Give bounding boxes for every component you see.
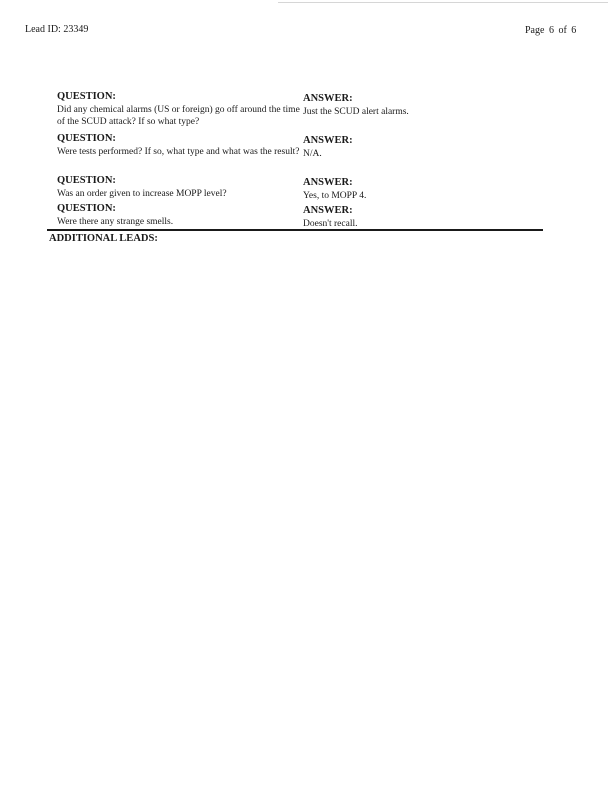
additional-leads-heading: ADDITIONAL LEADS: [49, 233, 158, 244]
question-text: Was an order given to increase MOPP level? [57, 189, 227, 199]
qa-row [57, 132, 527, 174]
answer-text: Doesn't recall. [303, 219, 358, 229]
answer-block [303, 174, 527, 202]
answer-label: ANSWER: [303, 205, 353, 216]
question-label: QUESTION: [57, 91, 116, 102]
answer-label: ANSWER: [303, 177, 353, 188]
question-label: QUESTION: [57, 175, 116, 186]
question-block [57, 202, 303, 230]
question-text: Did any chemical alarms (US or foreign) go off around the time of the SCUD attack? If so what type? [57, 105, 300, 127]
answer-block [303, 90, 527, 132]
qa-row [57, 202, 527, 230]
answer-text: Yes, to MOPP 4. [303, 191, 367, 201]
qa-row [57, 174, 527, 202]
question-block [57, 132, 303, 174]
question-label: QUESTION: [57, 133, 116, 144]
question-label: QUESTION: [57, 203, 116, 214]
answer-block [303, 202, 527, 230]
answer-text: Just the SCUD alert alarms. [303, 107, 409, 117]
question-text: Were there any strange smells. [57, 217, 174, 227]
qa-row [57, 90, 527, 132]
answer-text: N/A. [303, 149, 322, 159]
answer-label: ANSWER: [303, 135, 353, 146]
question-block [57, 174, 303, 202]
lead-id: Lead ID: 23349 [25, 24, 89, 35]
qa-section [57, 90, 527, 230]
question-block [57, 90, 303, 132]
scan-edge-line [278, 2, 608, 3]
section-divider [47, 229, 543, 231]
answer-label: ANSWER: [303, 93, 353, 104]
answer-block [303, 132, 527, 174]
page-number: Page 6 of 6 [525, 25, 577, 36]
question-text: Were tests performed? If so, what type and what was the result? [57, 147, 300, 157]
